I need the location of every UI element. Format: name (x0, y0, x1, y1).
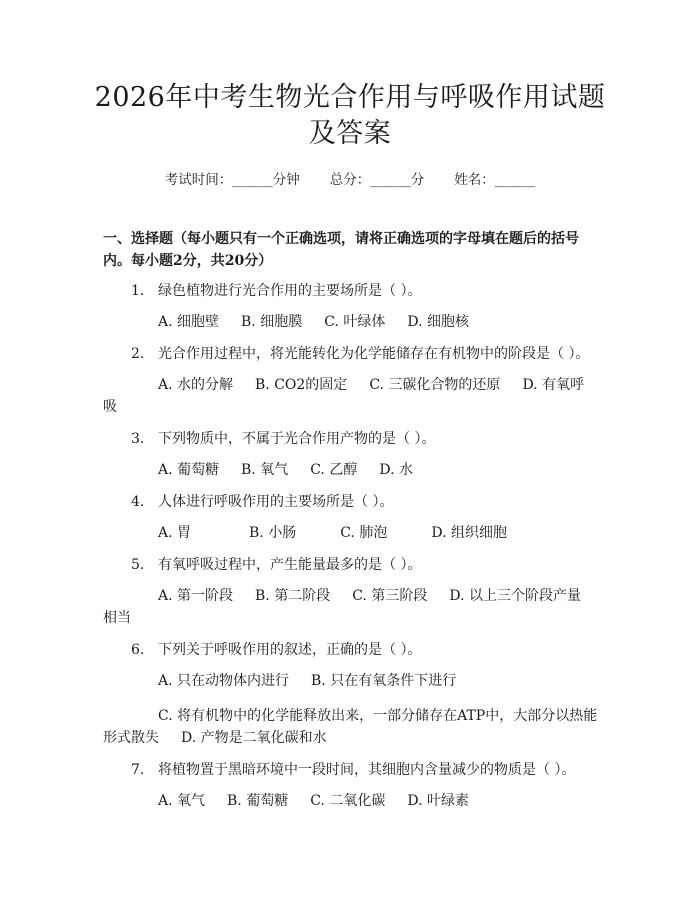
option-a: A. 只在动物体内进行 (158, 673, 290, 689)
option-b: B. 小肠 (249, 525, 297, 541)
option-c: C. 三碳化合物的还原 (369, 377, 501, 393)
exam-time: 考试时间：______分钟 (164, 172, 300, 188)
option-b: B. CO2的固定 (255, 377, 348, 393)
exam-total-score: 总分：______分 (329, 172, 425, 188)
question-text: 下列关于呼吸作用的叙述，正确的是（ ）。 (158, 642, 422, 658)
option-a: A. 细胞壁 (158, 314, 220, 330)
question-number: 1. (131, 283, 145, 299)
option-a: A. 胃 (158, 525, 192, 541)
option-c: C. 第三阶段 (352, 588, 428, 604)
option-a: A. 氧气 (158, 793, 206, 809)
question-1-options (158, 312, 491, 332)
question-5-options (158, 586, 581, 606)
option-a: A. 葡萄糖 (158, 462, 220, 478)
question-text: 光合作用过程中，将光能转化为化学能储存在有机物中的阶段是（ ）。 (158, 346, 590, 362)
question-number: 6. (131, 642, 145, 658)
option-c-continuation (103, 728, 327, 748)
question-text: 绿色植物进行光合作用的主要场所是（ ）。 (158, 283, 422, 299)
option-a: A. 第一阶段 (158, 588, 234, 604)
option-d: D. 水 (379, 462, 413, 478)
question-number: 3. (131, 431, 145, 447)
option-d: D. 有氧呼 (522, 377, 585, 393)
question-number: 2. (131, 346, 145, 362)
question-2-stem (131, 344, 601, 364)
question-text: 下列物质中，不属于光合作用产物的是（ ）。 (158, 431, 436, 447)
question-3-stem (131, 429, 601, 449)
option-c: C. 叶绿体 (324, 314, 386, 330)
question-4-stem (131, 492, 601, 512)
option-d-continuation: 吸 (103, 399, 117, 415)
section-heading-line2: 内。每小题2分，共20分） (103, 253, 273, 269)
question-7-stem (131, 760, 601, 780)
page-title: 2026年中考生物光合作用与呼吸作用试题及答案 (94, 82, 606, 149)
exam-student-name: 姓名：______ (454, 172, 536, 188)
option-d: D. 组织细胞 (431, 525, 507, 541)
section-heading-line1: 一、选择题（每小题只有一个正确选项，请将正确选项的字母填在题后的括号 (103, 231, 579, 247)
exam-meta (0, 168, 700, 188)
question-2-options (158, 375, 584, 395)
section-heading (103, 228, 593, 272)
question-6-stem (131, 640, 601, 660)
question-3-options (158, 460, 435, 480)
option-b: B. 葡萄糖 (227, 793, 289, 809)
question-text: 有氧呼吸过程中，产生能量最多的是（ ）。 (158, 557, 422, 573)
option-b: B. 细胞膜 (241, 314, 303, 330)
option-d: D. 细胞核 (407, 314, 469, 330)
question-number: 5. (131, 557, 145, 573)
question-5-stem (131, 555, 601, 575)
question-text: 人体进行呼吸作用的主要场所是（ ）。 (158, 494, 394, 510)
option-c: C. 乙醇 (310, 462, 358, 478)
question-7-options (158, 791, 491, 811)
question-1-stem (131, 281, 601, 301)
option-d: D. 产物是二氧化碳和水 (181, 730, 327, 746)
question-number: 4. (131, 494, 145, 510)
option-c: C. 将有机物中的化学能释放出来，一部分储存在ATP中，大部分以热能 (158, 708, 598, 724)
option-c-wrap: 形式散失 (103, 730, 159, 746)
question-6-options (158, 671, 478, 691)
option-d: D. 叶绿素 (407, 793, 469, 809)
question-text: 将植物置于黑暗环境中一段时间，其细胞内含量减少的物质是（ ）。 (158, 762, 576, 778)
option-a: A. 水的分解 (158, 377, 234, 393)
option-b: B. 只在有氧条件下进行 (311, 673, 457, 689)
option-c: C. 二氧化碳 (310, 793, 386, 809)
option-d-continuation: 相当 (103, 610, 131, 626)
option-d: D. 以上三个阶段产量 (449, 588, 581, 604)
option-c: C. 肺泡 (340, 525, 388, 541)
question-number: 7. (131, 762, 145, 778)
option-b: B. 氧气 (241, 462, 289, 478)
option-b: B. 第二阶段 (255, 588, 331, 604)
question-4-options (158, 523, 529, 543)
